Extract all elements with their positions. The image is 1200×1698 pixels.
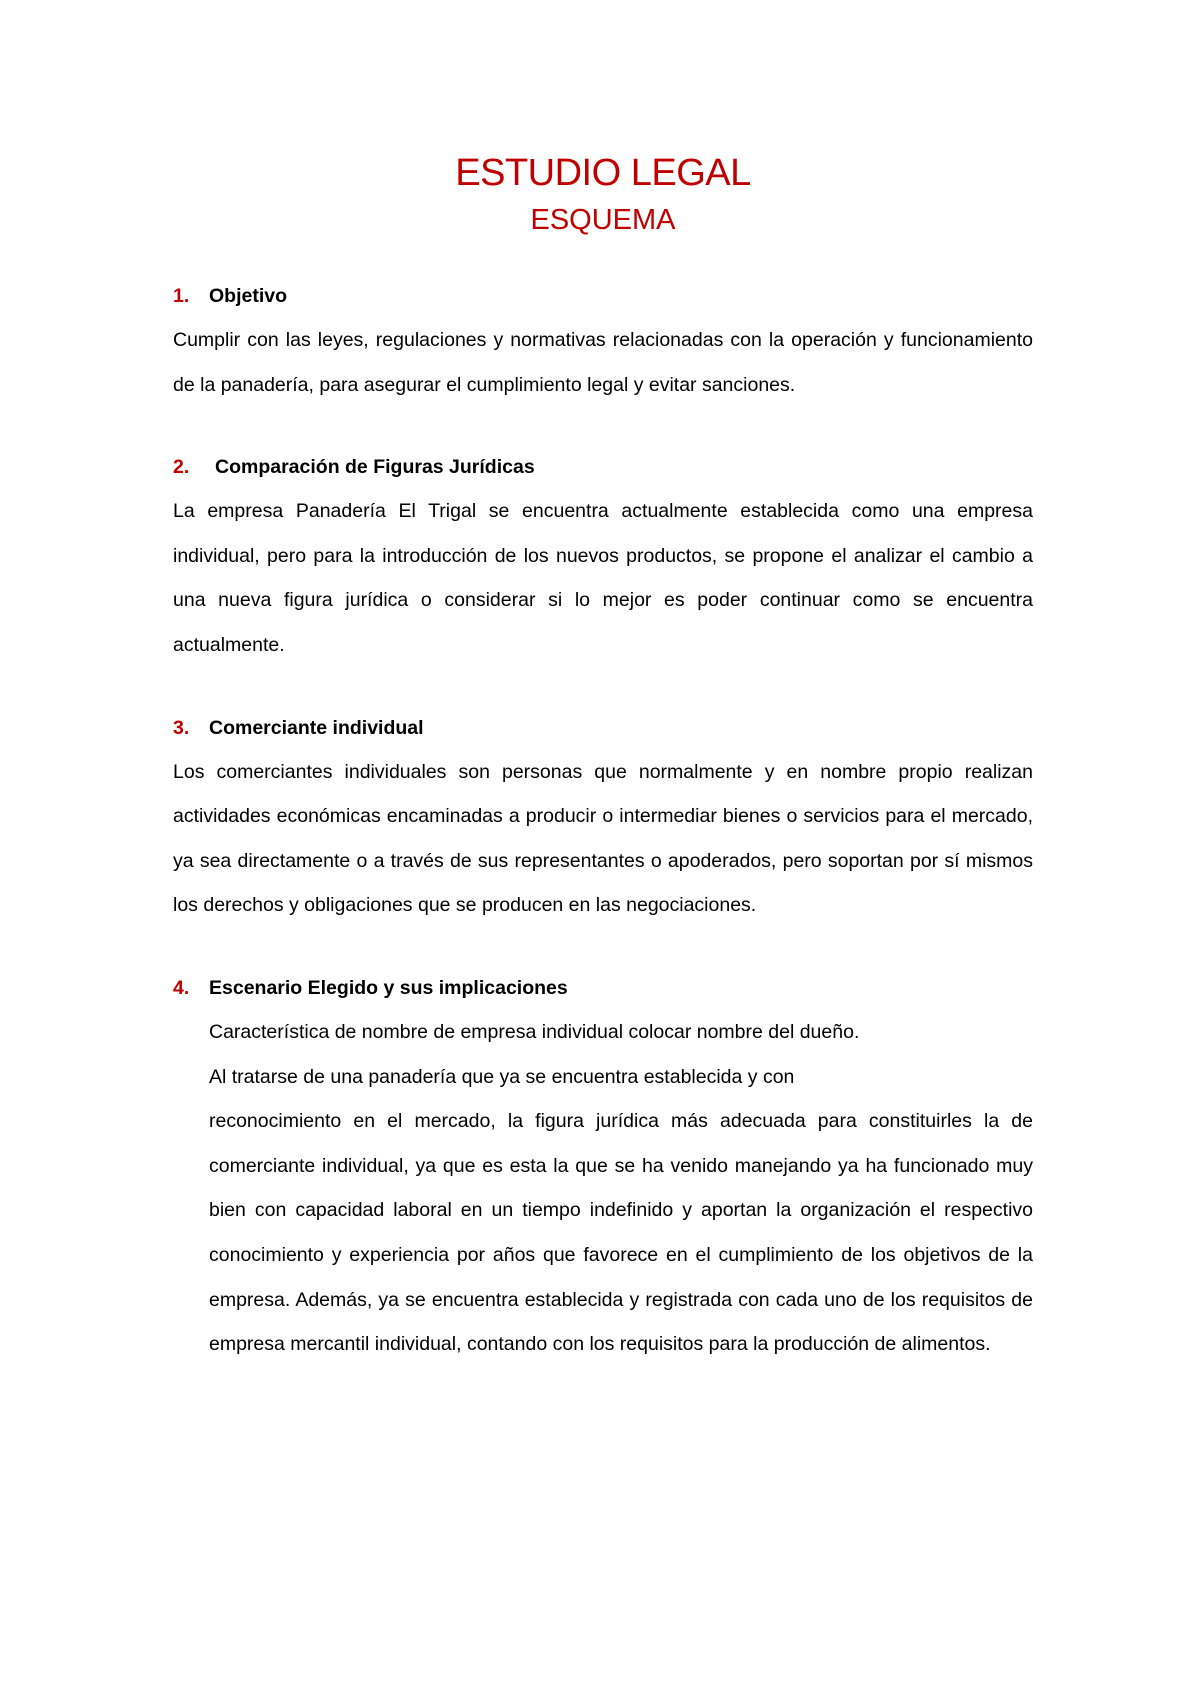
section-paragraph: Los comerciantes individuales son personas que normalmente y en nombre propio realizan actividades económicas encaminadas a producir o intermediar bienes o servicios para el mercado, ya sea directamente o a través de sus representantes o apoderados, pero soportan por sí mismos los derechos y obligaciones que se producen en las negociaciones. xyxy=(173,760,1033,917)
section-number: 1. xyxy=(173,285,190,307)
section-number: 4. xyxy=(173,976,190,999)
section-comparacion xyxy=(173,445,1033,667)
section-title: Objetivo xyxy=(209,285,288,307)
section-comerciante xyxy=(173,706,1033,928)
section-number: 3. xyxy=(173,716,190,739)
document-title: ESTUDIO LEGAL xyxy=(455,152,751,194)
section-paragraph: La empresa Panadería El Trigal se encuentra actualmente establecida como una empresa individual, pero para la introducción de los nuevos productos, se propone el analizar el cambio a una nueva figura jurídica o considerar si lo mejor es poder continuar como se encuentra actualmente. xyxy=(173,500,1033,656)
section-paragraph: reconocimiento en el mercado, la figura jurídica más adecuada para constituirles la de comerciante individual, ya que es esta la que se ha venido manejando ya ha funcionado muy bien con capacidad laboral en un tiempo indefinido y aportan la organización el respectivo conocimiento y experiencia por años que favorece en el cumplimiento de los objetivos de la empresa. Además, ya se encuentra establecida y registrada con cada uno de los requisitos de empresa mercantil individual, contando con los requisitos para la producción de alimentos. xyxy=(209,1110,1033,1356)
section-paragraph: Característica de nombre de empresa individual colocar nombre del dueño. xyxy=(209,1020,860,1043)
section-paragraph: Al tratarse de una panadería que ya se encuentra establecida y con xyxy=(209,1065,795,1088)
section-title: Escenario Elegido y sus implicaciones xyxy=(209,976,568,999)
document-subtitle: ESQUEMA xyxy=(530,204,676,236)
section-title: Comparación de Figuras Jurídicas xyxy=(215,456,535,479)
section-heading xyxy=(173,966,1033,1010)
section-objetivo xyxy=(173,274,1033,407)
section-title: Comerciante individual xyxy=(209,716,424,739)
section-heading xyxy=(173,274,1033,318)
section-paragraph: Cumplir con las leyes, regulaciones y normativas relacionadas con la operación y funcionamiento de la panadería, para asegurar el cumplimiento legal y evitar sanciones. xyxy=(173,329,1033,396)
section-heading xyxy=(173,445,1033,489)
section-heading xyxy=(173,706,1033,750)
section-escenario xyxy=(173,966,1033,1367)
section-number: 2. xyxy=(173,456,190,479)
